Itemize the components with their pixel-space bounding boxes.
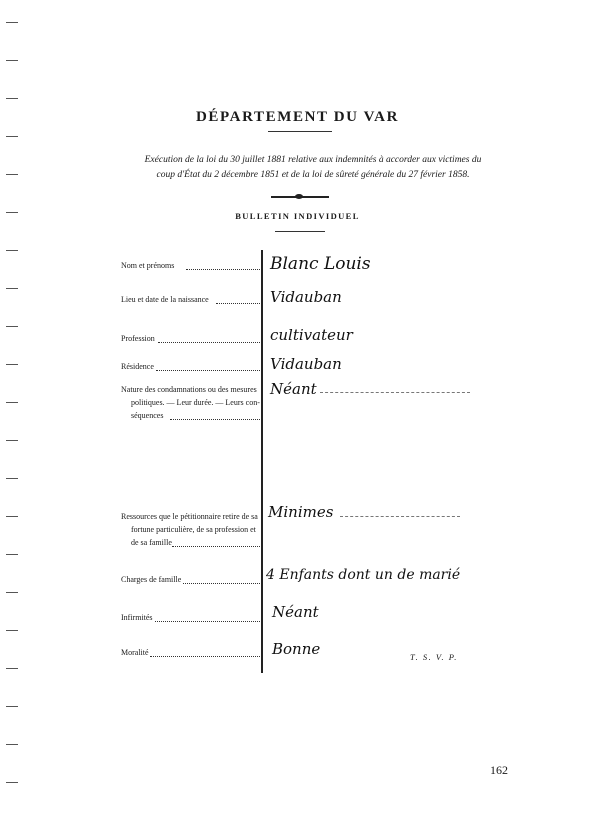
field-label-birth: Lieu et date de la naissance	[121, 295, 209, 304]
turn-over-note: T. S. V. P.	[410, 652, 458, 662]
decree-reference	[120, 153, 506, 183]
leader-dots	[150, 656, 260, 657]
field-value-infirmities: Néant	[272, 603, 319, 621]
field-label-resources-1: Ressources que le pétitionnaire retire de sa	[121, 512, 258, 521]
field-value-profession: cultivateur	[270, 326, 353, 344]
page-title: DÉPARTEMENT DU VAR	[195, 109, 400, 125]
leader-dots	[158, 342, 260, 343]
field-value-morality: Bonne	[272, 640, 321, 658]
decree-line-2: coup d'État du 2 décembre 1851 et de la loi de sûreté générale du 27 février 1858.	[156, 170, 470, 180]
field-value-residence: Vidauban	[270, 355, 342, 373]
field-label-convictions-1: Nature des condamnations ou des mesures	[121, 385, 257, 394]
field-label-profession: Profession	[121, 334, 155, 343]
leader-dots	[186, 269, 260, 270]
field-value-dependents: 4 Enfants dont un de marié	[266, 567, 461, 583]
page-number: 162	[490, 763, 508, 777]
decree-line-1: Exécution de la loi du 30 juillet 1881 relative aux indemnités à accorder aux victimes du	[144, 155, 482, 165]
field-label-residence: Résidence	[121, 362, 154, 371]
field-value-name: Blanc Louis	[270, 254, 371, 274]
title-rule	[268, 131, 332, 132]
leader-dots	[183, 583, 260, 584]
leader-dots	[216, 303, 260, 304]
section-title: BULLETIN INDIVIDUEL	[235, 211, 360, 221]
field-label-infirmities: Infirmités	[121, 613, 153, 622]
leader-dots	[156, 370, 260, 371]
field-value-birth: Vidauban	[270, 288, 342, 306]
leader-dots	[170, 419, 260, 420]
leader-dots	[155, 621, 260, 622]
field-value-resources: Minimes	[268, 503, 334, 521]
field-label-dependents: Charges de famille	[121, 575, 182, 584]
field-label-resources-3: de sa famille	[131, 538, 172, 547]
ornament-divider	[271, 196, 329, 198]
field-label-resources-2: fortune particulière, de sa profession et	[131, 525, 256, 534]
field-label-morality: Moralité	[121, 648, 149, 657]
column-divider	[261, 250, 263, 673]
field-label-convictions-2: politiques. — Leur durée. — Leurs con-	[131, 398, 260, 407]
section-rule	[275, 231, 325, 232]
field-label-name: Nom et prénoms	[121, 261, 175, 270]
blank-line	[340, 516, 460, 517]
field-label-convictions-3: séquences	[131, 411, 164, 420]
leader-dots	[172, 546, 260, 547]
field-value-convictions: Néant	[270, 380, 317, 398]
blank-line	[320, 392, 470, 393]
